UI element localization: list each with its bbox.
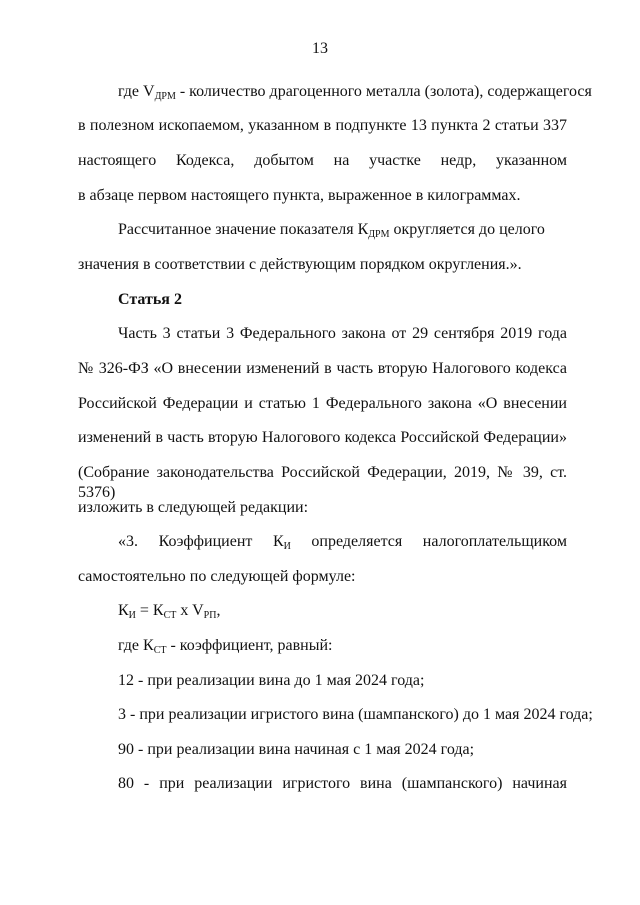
text-line [118, 220, 567, 240]
text-line: значения в соответствии с действующим порядком округления.». [78, 256, 522, 273]
text-line: в полезном ископаемом, указанном в подпункте 13 пункта 2 статьи 337 [78, 117, 567, 134]
text-line: самостоятельно по следующей формуле: [78, 568, 356, 585]
subscript: СТ [163, 610, 177, 621]
formula-part: = К [135, 602, 164, 619]
text-line: изложить в следующей редакции: [78, 499, 309, 516]
subscript: РП [203, 610, 217, 621]
text-line: Часть 3 статьи 3 Федерального закона от 29 сентября 2019 года [118, 325, 567, 342]
list-item: 90 - при реализации вина начиная с 1 мая 2024 года; [118, 741, 475, 758]
text-fragment: - коэффициент, равный: [166, 637, 333, 654]
text-line: в абзаце первом настоящего пункта, выраженное в килограммах. [78, 187, 521, 204]
text-line: настоящего Кодекса, добытом на участке недр, указанном [78, 152, 567, 169]
text-fragment: Рассчитанное значение показателя К [118, 221, 369, 238]
text-line [118, 636, 567, 656]
text-line [118, 82, 592, 102]
formula-part: x V [176, 602, 204, 619]
text-fragment: округляется до целого [389, 221, 545, 238]
list-item: 3 - при реализации игристого вина (шампанского) до 1 мая 2024 года; [118, 706, 593, 723]
subscript: СТ [153, 645, 167, 656]
text-fragment: «3. Коэффициент К [118, 533, 284, 550]
list-item: 12 - при реализации вина до 1 мая 2024 года; [118, 672, 425, 689]
text-line: Российской Федерации и статью 1 Федерального закона «О внесении [78, 395, 567, 412]
text-line [118, 532, 567, 552]
page-number: 13 [312, 40, 328, 57]
text-fragment: - количество драгоценного металла (золота), содержащегося [175, 83, 592, 100]
subscript: И [128, 610, 136, 621]
subscript: И [283, 541, 291, 552]
text-fragment: определяется налогоплательщиком [290, 533, 567, 550]
subscript: ДРМ [368, 229, 390, 240]
text-line: изменений в часть вторую Налогового кодекса Российской Федерации» [78, 429, 567, 446]
text-line: (Собрание законодательства Российской Федерации, 2019, № 39, ст. 5376) [78, 464, 567, 501]
text-line: № 326-ФЗ «О внесении изменений в часть вторую Налогового кодекса [78, 360, 567, 377]
formula-part: К [118, 602, 129, 619]
text-fragment: где К [118, 637, 154, 654]
formula [118, 601, 567, 621]
list-item: 80 - при реализации игристого вина (шампанского) начиная [118, 775, 567, 792]
text-fragment: где V [118, 83, 155, 100]
formula-part: , [216, 602, 221, 619]
article-heading: Статья 2 [118, 291, 182, 308]
subscript: ДРМ [154, 91, 176, 102]
